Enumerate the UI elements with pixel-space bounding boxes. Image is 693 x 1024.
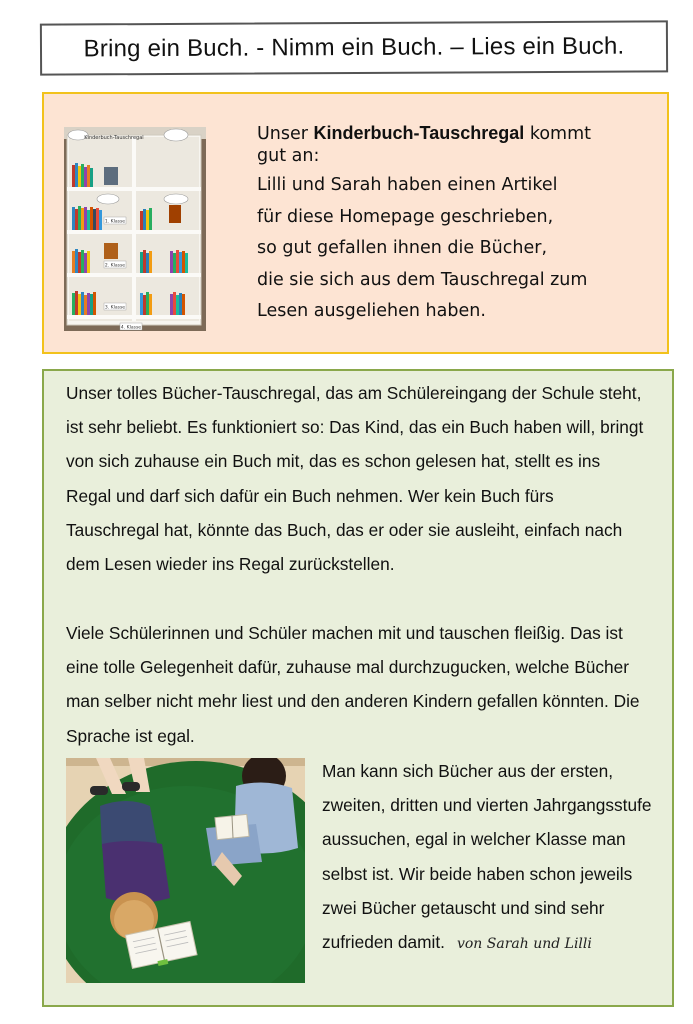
- shelf-tag-4: 4. Klasse: [120, 325, 142, 331]
- article-box: [42, 369, 674, 1007]
- intro-line-6: die sie sich aus dem Tauschregal zum: [257, 269, 588, 290]
- shelf-tag-3: 3. Klasse: [104, 305, 126, 311]
- intro-line-7: Lesen ausgeliehen haben.: [257, 301, 486, 321]
- intro-text: [257, 122, 657, 328]
- intro-line-1: [257, 122, 657, 145]
- article-paragraph-1: Unser tolles Bücher-Tauschregal, das am Schülereingang der Schule steht, ist sehr beliebt. Es funktioniert so: Das Kind, das ein Buch haben will, bringt von sich zuhause ein Buch mit, das es schon gelesen hat, stellt es ins Regal und darf sich dafür ein Buch nehmen. Wer kein Buch fürs Tauschregal hat, könnte das Buch, das er oder sie ausleiht, einfach nach dem Lesen wieder ins Regal zurückstellen.: [66, 383, 644, 575]
- shelf-label-top: Kinderbuch-Tauschregal: [84, 135, 144, 141]
- intro-box: [42, 92, 669, 354]
- shelf-tag-1: 1. Klasse: [104, 219, 126, 225]
- intro-line-2: gut an:: [257, 146, 320, 166]
- intro-line-1-pre: Unser: [257, 124, 314, 144]
- intro-line-1-post: kommt: [524, 124, 591, 144]
- article-paragraph-2: Viele Schülerinnen und Schüler machen mit und tauschen fleißig. Das ist eine tolle Gelegenheit dafür, zuhause mal durchzugucken, welche Bücher man selber nicht mehr liest und den anderen Kindern gefallen könnten. Die Sprache ist egal.: [66, 623, 640, 746]
- signature: von Sarah und Lilli: [456, 936, 592, 953]
- intro-line-3: Lilli und Sarah haben einen Artikel: [257, 175, 558, 195]
- title-box: [40, 20, 668, 75]
- children-reading-photo: [66, 758, 305, 983]
- bookshelf-photo: [64, 127, 206, 331]
- intro-line-4: für diese Homepage geschrieben,: [257, 206, 554, 227]
- intro-line-5: so gut gefallen ihnen die Bücher,: [257, 238, 548, 258]
- intro-bold-name: Kinderbuch-Tauschregal: [313, 123, 525, 143]
- article-paragraph-3-text: Man kann sich Bücher aus der ersten, zweiten, dritten und vierten Jahrgangsstufe aussuchen, egal in welcher Klasse man selbst ist. Wir beide haben schon jeweils zwei Bücher getauscht und sind sehr zufrieden damit.: [322, 761, 652, 953]
- shelf-tag-2: 2. Klasse: [104, 263, 126, 269]
- page-title: Bring ein Buch. - Nimm ein Buch. – Lies ein Buch.: [83, 32, 625, 63]
- article-paragraph-3: [322, 754, 662, 961]
